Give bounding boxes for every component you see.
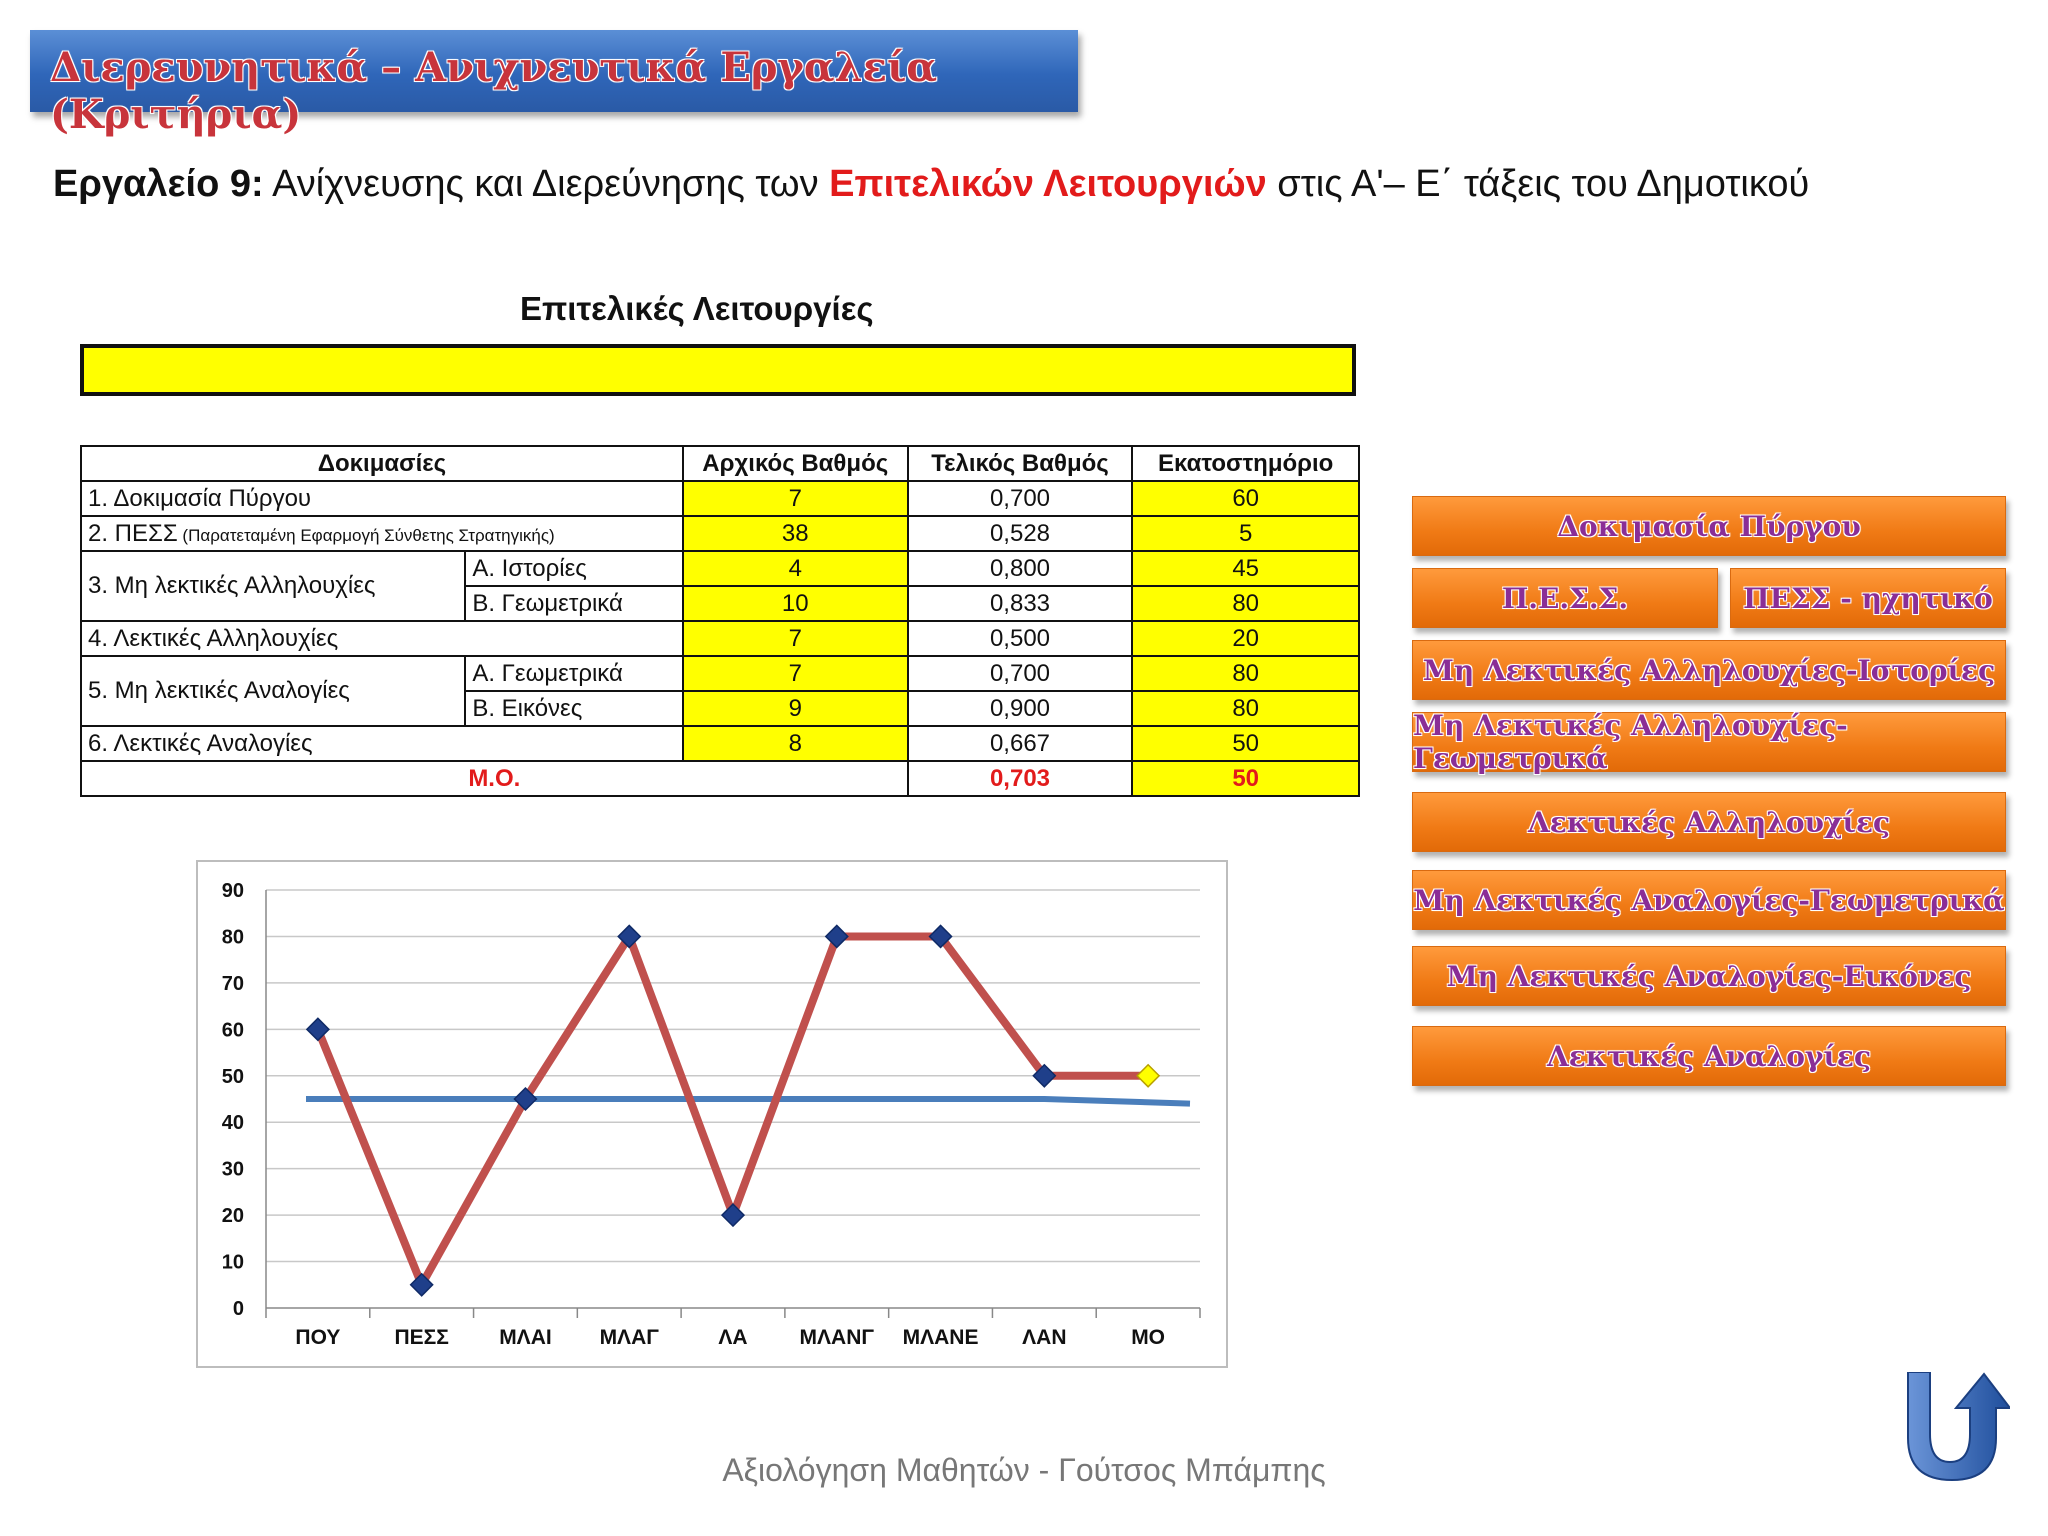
scores-table bbox=[80, 445, 1360, 797]
x-tick-label: ΜΛΑΝΓ bbox=[799, 1326, 875, 1349]
chart-svg bbox=[198, 862, 1226, 1366]
final-score: 0,500 bbox=[908, 621, 1133, 656]
x-tick-label: ΜΛΑΓ bbox=[599, 1326, 659, 1349]
table-row bbox=[81, 621, 1359, 656]
nonverbal-analogies-pictures-button[interactable] bbox=[1412, 946, 2006, 1006]
curved-up-arrow-icon[interactable] bbox=[1900, 1372, 2010, 1482]
button-label: Λεκτικές Αναλογίες bbox=[1546, 1039, 1872, 1073]
title-banner bbox=[30, 30, 1078, 138]
row-label: 1. Δοκιμασία Πύργου bbox=[81, 481, 683, 516]
final-score: 0,800 bbox=[908, 551, 1133, 586]
table-row bbox=[81, 516, 1359, 551]
header-percentile: Εκατοστημόριο bbox=[1132, 446, 1359, 481]
initial-score: 7 bbox=[683, 621, 908, 656]
percentile: 5 bbox=[1132, 516, 1359, 551]
nonverbal-sequences-stories-button[interactable] bbox=[1412, 640, 2006, 700]
verbal-analogies-button[interactable] bbox=[1412, 1026, 2006, 1086]
nonverbal-sequences-geometric-button[interactable] bbox=[1412, 709, 2006, 775]
y-tick-label: 70 bbox=[221, 972, 244, 995]
button-label: Μη Λεκτικές Αλληλουχίες-Ιστορίες bbox=[1422, 653, 1996, 687]
y-tick-label: 50 bbox=[221, 1065, 244, 1088]
initial-score: 7 bbox=[683, 656, 908, 691]
average-percentile: 50 bbox=[1132, 761, 1359, 796]
header-initial: Αρχικός Βαθμός bbox=[683, 446, 908, 481]
row-label-main: 2. ΠΕΣΣ bbox=[88, 519, 178, 547]
average-label: Μ.Ο. bbox=[81, 761, 908, 796]
data-point-marker bbox=[826, 925, 848, 947]
final-score: 0,700 bbox=[908, 656, 1133, 691]
heading-text-before: Ανίχνευσης και Διερεύνησης των bbox=[263, 163, 830, 205]
student-name-bar bbox=[80, 344, 1356, 396]
heading-highlight: Επιτελικών Λειτουργιών bbox=[829, 163, 1267, 205]
table-header-row bbox=[81, 446, 1359, 481]
y-tick-label: 80 bbox=[221, 926, 244, 949]
row-label bbox=[81, 516, 683, 551]
button-label: Π.Ε.Σ.Σ. bbox=[1501, 581, 1629, 615]
subrow-label: Α. Ιστορίες bbox=[465, 551, 683, 586]
percentile: 60 bbox=[1132, 481, 1359, 516]
sheet-title: Επιτελικές Λειτουργίες bbox=[520, 290, 874, 327]
data-point-marker bbox=[1137, 1065, 1159, 1087]
row-label: 5. Μη λεκτικές Αναλογίες bbox=[81, 656, 465, 726]
button-label: Λεκτικές Αλληλουχίες bbox=[1527, 805, 1891, 839]
percentile: 50 bbox=[1132, 726, 1359, 761]
final-score: 0,667 bbox=[908, 726, 1133, 761]
percentile: 45 bbox=[1132, 551, 1359, 586]
x-tick-label: ΛΑ bbox=[718, 1326, 748, 1349]
percentile: 80 bbox=[1132, 656, 1359, 691]
header-final: Τελικός Βαθμός bbox=[908, 446, 1133, 481]
y-tick-label: 0 bbox=[232, 1298, 244, 1320]
row-label: 4. Λεκτικές Αλληλουχίες bbox=[81, 621, 683, 656]
initial-score: 8 bbox=[683, 726, 908, 761]
header-tests: Δοκιμασίες bbox=[81, 446, 683, 481]
pess-audio-button[interactable] bbox=[1730, 568, 2006, 628]
initial-score: 9 bbox=[683, 691, 908, 726]
heading-text-after: στις Α'– Ε΄ τάξεις του Δημοτικού bbox=[1266, 163, 1810, 205]
row-label: 3. Μη λεκτικές Αλληλουχίες bbox=[81, 551, 465, 621]
x-tick-label: ΛΑΝ bbox=[1022, 1326, 1067, 1349]
x-tick-label: ΜΟ bbox=[1131, 1326, 1166, 1349]
pess-button[interactable] bbox=[1412, 568, 1718, 628]
y-tick-label: 60 bbox=[221, 1019, 244, 1042]
row-label: 6. Λεκτικές Αναλογίες bbox=[81, 726, 683, 761]
final-score: 0,833 bbox=[908, 586, 1133, 621]
nonverbal-analogies-geometric-button[interactable] bbox=[1412, 870, 2006, 930]
average-final: 0,703 bbox=[908, 761, 1133, 796]
initial-score: 38 bbox=[683, 516, 908, 551]
final-score: 0,700 bbox=[908, 481, 1133, 516]
curved-up-arrow-svg bbox=[1900, 1372, 2010, 1482]
average-series-line bbox=[306, 1099, 1190, 1104]
button-label: Μη Λεκτικές Αναλογίες-Γεωμετρικά bbox=[1413, 883, 2005, 917]
button-label: ΠΕΣΣ - ηχητικό bbox=[1743, 581, 1993, 615]
footer-text: Αξιολόγηση Μαθητών - Γούτσος Μπάμπης bbox=[722, 1452, 1326, 1488]
table-row bbox=[81, 726, 1359, 761]
x-tick-label: ΠΟΥ bbox=[295, 1326, 341, 1349]
x-tick-label: ΠΕΣΣ bbox=[394, 1326, 449, 1349]
page-heading bbox=[53, 156, 1903, 212]
table-row bbox=[81, 551, 1359, 586]
percentile-chart bbox=[196, 860, 1228, 1368]
button-label: Μη Λεκτικές Αλληλουχίες-Γεωμετρικά bbox=[1413, 709, 1848, 775]
y-tick-label: 10 bbox=[221, 1251, 244, 1274]
subrow-label: Α. Γεωμετρικά bbox=[465, 656, 683, 691]
row-label-note: (Παρατεταμένη Εφαρμογή Σύνθετης Στρατηγικής) bbox=[177, 525, 555, 545]
y-tick-label: 30 bbox=[221, 1158, 244, 1181]
y-tick-label: 90 bbox=[221, 880, 244, 902]
percentile: 20 bbox=[1132, 621, 1359, 656]
button-label: Μη Λεκτικές Αναλογίες-Εικόνες bbox=[1446, 959, 1972, 993]
initial-score: 10 bbox=[683, 586, 908, 621]
subrow-label: Β. Γεωμετρικά bbox=[465, 586, 683, 621]
final-score: 0,900 bbox=[908, 691, 1133, 726]
y-tick-label: 20 bbox=[221, 1205, 244, 1228]
tower-test-button[interactable] bbox=[1412, 496, 2006, 556]
data-point-marker bbox=[307, 1018, 329, 1040]
y-tick-label: 40 bbox=[221, 1112, 244, 1135]
table-row bbox=[81, 481, 1359, 516]
subrow-label: Β. Εικόνες bbox=[465, 691, 683, 726]
percentile-series-line bbox=[318, 936, 1148, 1284]
button-label: Δοκιμασία Πύργου bbox=[1557, 509, 1861, 543]
banner-title: Διερευνητικά – Ανιχνευτικά Εργαλεία (Κριτήρια) bbox=[50, 44, 938, 138]
percentile: 80 bbox=[1132, 586, 1359, 621]
final-score: 0,528 bbox=[908, 516, 1133, 551]
percentile: 80 bbox=[1132, 691, 1359, 726]
x-tick-label: ΜΛΑΙ bbox=[499, 1326, 552, 1349]
tool-label: Εργαλείο 9: bbox=[53, 163, 264, 205]
table-row bbox=[81, 656, 1359, 691]
initial-score: 4 bbox=[683, 551, 908, 586]
table-average-row bbox=[81, 761, 1359, 796]
data-point-marker bbox=[722, 1204, 744, 1226]
verbal-sequences-button[interactable] bbox=[1412, 792, 2006, 852]
x-tick-label: ΜΛΑΝΕ bbox=[902, 1326, 979, 1349]
initial-score: 7 bbox=[683, 481, 908, 516]
